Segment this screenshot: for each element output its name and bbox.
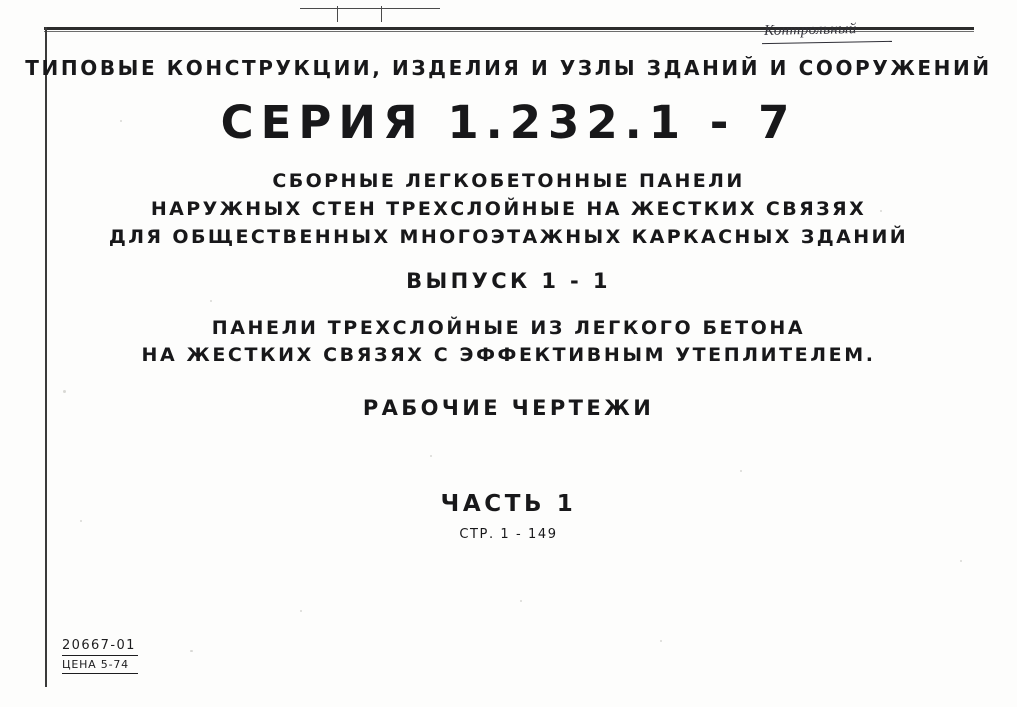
subtitle-line-1: СБОРНЫЕ ЛЕГКОБЕТОННЫЕ ПАНЕЛИ (272, 170, 745, 192)
catalogue-code: 20667-01 (62, 638, 136, 653)
catalogue-code-block (62, 638, 138, 674)
series-title: СЕРИЯ 1.232.1 - 7 (220, 96, 797, 149)
scan-speckle (960, 560, 962, 562)
scan-speckle (520, 600, 522, 602)
scan-speckle (880, 210, 882, 212)
catalogue-code-divider (62, 655, 138, 656)
scan-speckle (430, 455, 432, 457)
subtitle-line-2: НАРУЖНЫХ СТЕН ТРЕХСЛОЙНЫЕ НА ЖЕСТКИХ СВЯЗЯХ (150, 198, 867, 220)
price-underline (62, 673, 138, 674)
pages-range-label: СТР. 1 - 149 (459, 527, 558, 542)
scan-speckle (120, 120, 122, 122)
description-line-1: ПАНЕЛИ ТРЕХСЛОЙНЫЕ ИЗ ЛЕГКОГО БЕТОНА (211, 317, 806, 339)
document-heading: ТИПОВЫЕ КОНСТРУКЦИИ, ИЗДЕЛИЯ И УЗЛЫ ЗДАНИЙ И СООРУЖЕНИЙ (25, 56, 992, 80)
handwritten-stamp: Контрольный (763, 21, 857, 39)
issue-label: ВЫПУСК 1 - 1 (406, 269, 611, 293)
scan-speckle (300, 610, 302, 612)
description-line-2: НА ЖЕСТКИХ СВЯЗЯХ С ЭФФЕКТИВНЫМ УТЕПЛИТЕЛЕМ. (141, 344, 876, 366)
scan-speckle (660, 640, 662, 642)
scan-speckle (80, 520, 82, 522)
drawings-label: РАБОЧИЕ ЧЕРТЕЖИ (362, 396, 655, 420)
part-label: ЧАСТЬ 1 (440, 491, 577, 517)
crop-rule (300, 8, 440, 9)
price-label: ЦЕНА 5-74 (62, 658, 129, 671)
scan-speckle (210, 300, 212, 302)
subtitle-line-3: ДЛЯ ОБЩЕСТВЕННЫХ МНОГОЭТАЖНЫХ КАРКАСНЫХ ЗДАНИЙ (108, 226, 909, 248)
handwritten-stamp-underline (762, 41, 892, 44)
scan-speckle (190, 650, 193, 652)
scan-speckle (63, 390, 66, 393)
scan-speckle (740, 470, 742, 472)
